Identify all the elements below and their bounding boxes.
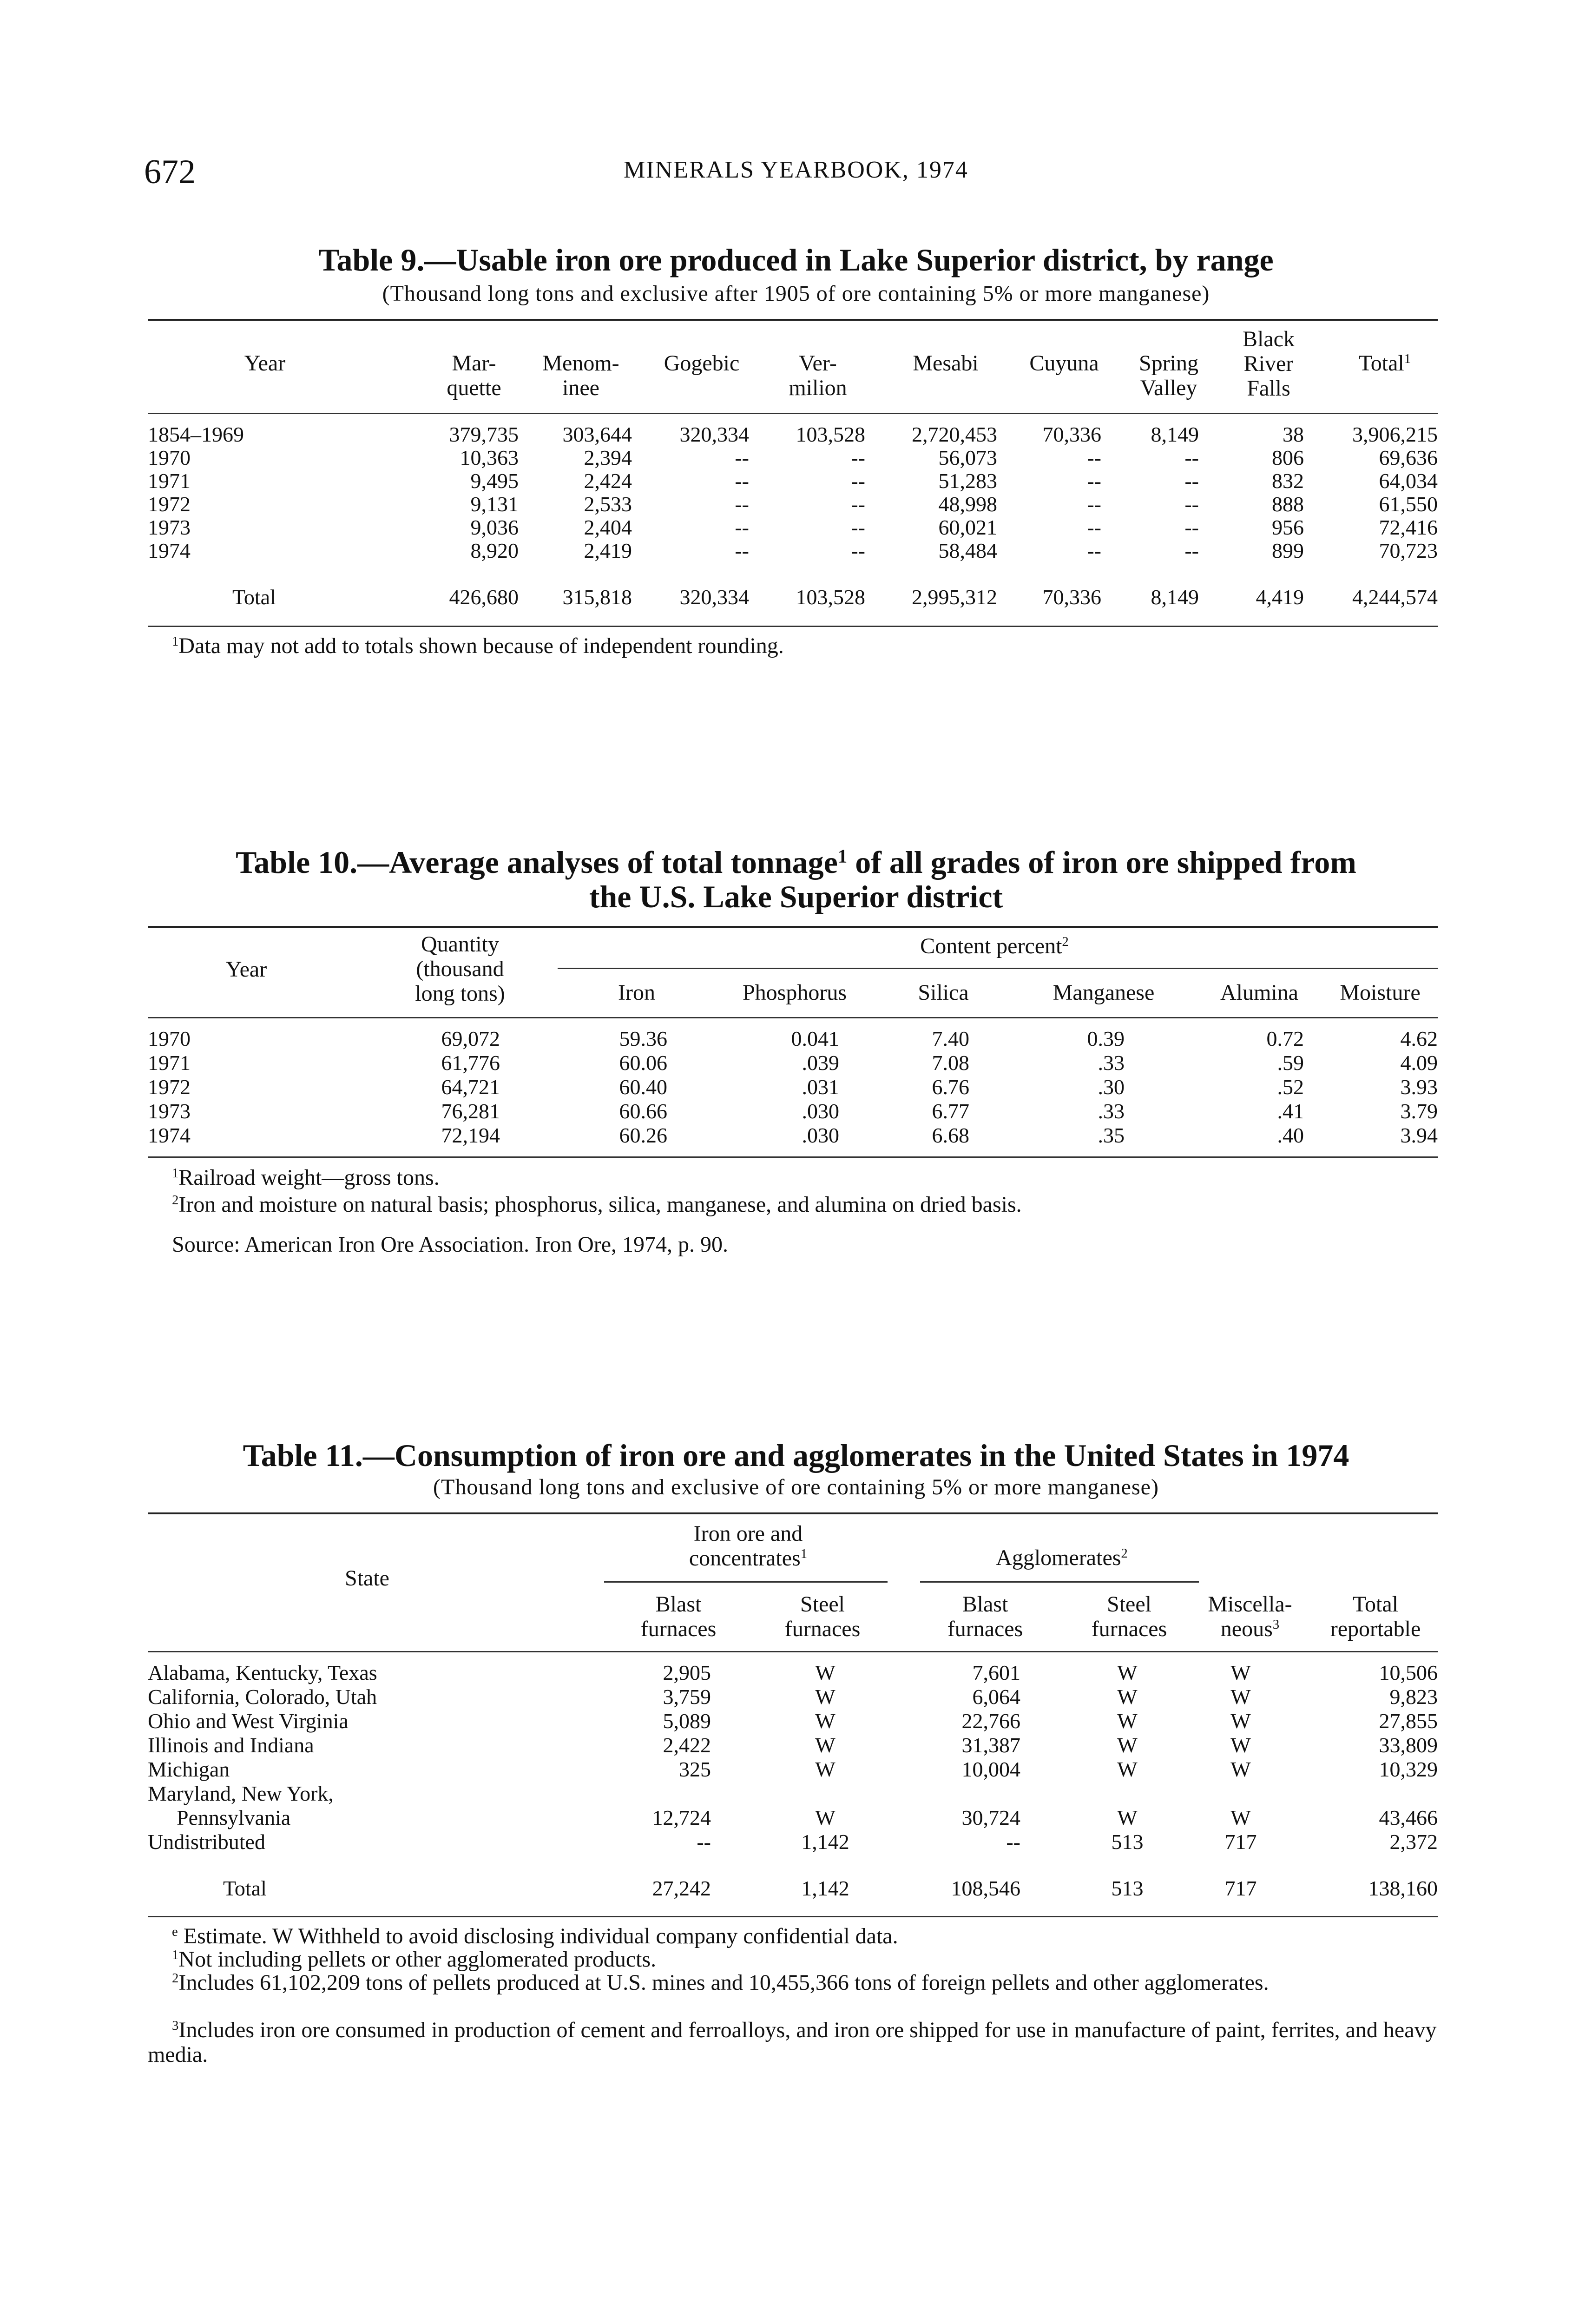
table11-header-iron-ore: Iron ore and concentrates$^1$ [689,1521,808,1571]
table9-cell: 60,021 [938,515,997,539]
table11-cell: 22,766 [961,1709,1020,1733]
table9-header-gogebic: Gogebic [664,351,740,376]
table9-cell: -- [735,515,749,539]
table10-cell: 3.94 [1400,1123,1438,1147]
table9-cell: 8,149 [1151,423,1199,446]
table9-total-label: Total [232,585,276,609]
table10-row-year: 1972 [148,1075,191,1099]
table10-cell: 60.26 [619,1123,667,1147]
table9-title: Table 9.—Usable iron ore produced in Lake Superior district, by range [318,242,1274,277]
table10-cell: .59 [1277,1051,1304,1075]
table9-cell: -- [1184,515,1199,539]
table10-cell: .33 [1098,1051,1125,1075]
table11-agglomerates-rule [920,1581,1199,1583]
table10-cell: 60.40 [619,1075,667,1099]
table10-header-moisture: Moisture [1340,980,1421,1005]
table11-cell: 10,329 [1379,1757,1438,1781]
table10-cell: 0.041 [791,1027,839,1050]
table10-cell: 0.72 [1266,1027,1304,1050]
table11-cell: 31,387 [961,1733,1020,1757]
table11-cell: W [815,1709,835,1733]
table11-cell: W [1230,1685,1251,1709]
table11-total-cell: 27,242 [652,1876,711,1900]
table11-title: Table 11.—Consumption of iron ore and agglomerates in the United States in 1974 [243,1438,1349,1473]
table10-title-line2: the U.S. Lake Superior district [589,879,1003,914]
table11-cell: W [1230,1806,1251,1829]
table9-header-menominee: Menom- inee [542,351,619,400]
table9-total-cell: 2,995,312 [912,585,997,609]
table10-cell: .30 [1098,1075,1125,1099]
table9-cell: 832 [1272,469,1304,493]
table9-total-cell: 315,818 [562,585,632,609]
table9-row-year: 1854–1969 [148,423,244,446]
table9-cell: 2,424 [584,469,632,493]
table11-footnote-3: $^3$Includes iron ore consumed in production of cement and ferroalloys, and iron ore shipped for use in manufacture of paint, ferrites, and heavy media. [148,2018,1437,2067]
table10-title-line1: Table 10.—Average analyses of total tonnage$^1$ of all grades of iron ore shipped from [236,845,1356,880]
table9-cell: 379,735 [449,423,519,446]
table11-total-cell: 513 [1111,1876,1144,1900]
table10-cell: .031 [802,1075,839,1099]
table11-cell: 30,724 [961,1806,1020,1829]
table10-cell: 59.36 [619,1027,667,1050]
table10-content-rule [558,968,1438,969]
table9-subtitle: (Thousand long tons and exclusive after 1905 of ore containing 5% or more manganese) [382,281,1210,306]
table10-cell: .039 [802,1051,839,1075]
table9-cell: -- [735,492,749,516]
running-head: MINERALS YEARBOOK, 1974 [624,157,968,183]
table9-header-vermilion: Ver- milion [789,351,847,400]
table11-cell: W [1230,1661,1251,1684]
table11-cell: 10,506 [1379,1661,1438,1684]
table11-total-cell: 138,160 [1368,1876,1438,1900]
table9-cell: -- [735,469,749,493]
table9-cell: 8,920 [470,539,519,562]
table10-cell: 3.93 [1400,1075,1438,1099]
table9-cell: 70,336 [1042,423,1101,446]
table9-cell: -- [1184,469,1199,493]
table9-cell: 806 [1272,446,1304,469]
table10-cell: .030 [802,1099,839,1123]
table10-cell: 60.66 [619,1099,667,1123]
table11-cell: W [1230,1733,1251,1757]
table9-cell: 320,334 [679,423,749,446]
table10-cell: .40 [1277,1123,1304,1147]
table9-cell: 61,550 [1379,492,1438,516]
table9-cell: -- [851,492,865,516]
table9-cell: 69,636 [1379,446,1438,469]
table11-total-cell: 717 [1224,1876,1257,1900]
table9-cell: -- [1087,539,1101,562]
table9-total-cell: 70,336 [1042,585,1101,609]
table9-cell: -- [1184,492,1199,516]
table11-cell: W [1117,1733,1138,1757]
table11-header-rule [148,1651,1438,1652]
table10-cell: 6.68 [932,1123,969,1147]
table10-cell: .33 [1098,1099,1125,1123]
table9-row-year: 1971 [148,469,191,493]
table11-iron-ore-rule [604,1581,888,1583]
table9-cell: 72,416 [1379,515,1438,539]
table9-total-cell: 8,149 [1151,585,1199,609]
table11-row-state: Ohio and West Virginia [148,1709,349,1733]
table9-cell: 58,484 [938,539,997,562]
table11-cell: W [1117,1757,1138,1781]
table10-header-alumina: Alumina [1220,980,1298,1005]
table11-cell: 2,372 [1389,1830,1438,1854]
table9-cell: 3,906,215 [1352,423,1438,446]
table9-header-spring-valley: Spring Valley [1138,351,1198,400]
table9-cell: 10,363 [460,446,519,469]
table9-bottom-rule [148,626,1438,627]
table11-header-agglomerates: Agglomerates$^2$ [996,1545,1128,1570]
table11-header-blast2: Blast furnaces [947,1592,1023,1641]
table9-total-cell: 4,244,574 [1352,585,1438,609]
table11-cell: W [815,1806,835,1829]
table10-cell: 69,072 [441,1027,500,1050]
table9-row-year: 1974 [148,539,191,562]
table9-cell: -- [851,515,865,539]
table9-cell: 2,404 [584,515,632,539]
table11-cell: 10,004 [961,1757,1020,1781]
table9-cell: 956 [1272,515,1304,539]
table11-row-state: Alabama, Kentucky, Texas [148,1661,377,1684]
table10-cell: 4.62 [1400,1027,1438,1050]
table10-cell: 61,776 [441,1051,500,1075]
table11-cell: 513 [1111,1830,1144,1854]
table9-total-cell: 320,334 [679,585,749,609]
table11-total-cell: 108,546 [951,1876,1020,1900]
table11-cell: 33,809 [1379,1733,1438,1757]
table11-cell: W [815,1685,835,1709]
table9-cell: -- [735,446,749,469]
table9-header-rule [148,413,1438,414]
table10-footnote-1: $^1$Railroad weight—gross tons. [172,1165,440,1190]
table9-cell: 2,394 [584,446,632,469]
table11-row-state: Illinois and Indiana [148,1733,314,1757]
table9-cell: 64,034 [1379,469,1438,493]
table9-cell: -- [1087,469,1101,493]
table9-cell: 103,528 [796,423,865,446]
table11-cell: W [815,1661,835,1684]
table10-header-quantity: Quantity (thousand long tons) [415,932,505,1006]
table9-cell: -- [851,446,865,469]
table9-row-year: 1973 [148,515,191,539]
table11-footnote-e: $^e$ Estimate. W Withheld to avoid disclosing individual company confidential data. [172,1924,898,1948]
table11-total-cell: 1,142 [801,1876,849,1900]
table10-cell: 76,281 [441,1099,500,1123]
page-number: 672 [144,153,196,191]
table10-row-year: 1974 [148,1123,191,1147]
table11-cell: 6,064 [972,1685,1020,1709]
table11-cell: W [1117,1685,1138,1709]
table10-row-year: 1970 [148,1027,191,1050]
table11-row-state: Michigan [148,1757,230,1781]
table9-cell: -- [1087,446,1101,469]
table11-total-label: Total [223,1876,267,1900]
table10-header-rule [148,1017,1438,1018]
table9-header-mesabi: Mesabi [913,351,979,376]
table9-cell: 70,723 [1379,539,1438,562]
table11-row-state: California, Colorado, Utah [148,1685,377,1709]
table10-row-year: 1973 [148,1099,191,1123]
table9-header-cuyuna: Cuyuna [1029,351,1099,376]
table11-header-blast1: Blast furnaces [640,1592,717,1641]
table10-bottom-rule [148,1156,1438,1158]
table9-cell: -- [735,539,749,562]
table9-top-rule [148,319,1438,321]
table9-cell: -- [1184,539,1199,562]
table11-bottom-rule [148,1916,1438,1917]
table10-header-phosphorus: Phosphorus [742,980,847,1005]
table11-cell: 1,142 [801,1830,849,1854]
table11-cell: 717 [1224,1830,1257,1854]
table11-footnote-2: $^2$Includes 61,102,209 tons of pellets produced at U.S. mines and 10,455,366 tons of foreign pellets and other agglomerates. [172,1970,1269,1995]
table9-row-year: 1972 [148,492,191,516]
table9-cell: 56,073 [938,446,997,469]
table9-cell: -- [851,469,865,493]
table11-cell: 12,724 [652,1806,711,1829]
table9-cell: -- [1087,515,1101,539]
table11-cell: -- [697,1830,711,1854]
table10-cell: 6.76 [932,1075,969,1099]
table11-cell: W [815,1733,835,1757]
table9-header-marquette: Mar- quette [447,351,501,400]
table9-total-cell: 426,680 [449,585,519,609]
table11-header-steel1: Steel furnaces [784,1592,861,1641]
table10-header-silica: Silica [918,980,969,1005]
table9-cell: 38 [1283,423,1304,446]
table9-cell: 2,533 [584,492,632,516]
table11-cell: W [1117,1661,1138,1684]
table9-cell: 2,419 [584,539,632,562]
table10-cell: 60.06 [619,1051,667,1075]
table9-cell: 888 [1272,492,1304,516]
table11-cell: 7,601 [972,1661,1020,1684]
table10-cell: .41 [1277,1099,1304,1123]
table10-footnote-2: $^2$Iron and moisture on natural basis; phosphorus, silica, manganese, and alumina on dried basis. [172,1192,1022,1217]
table9-total-cell: 103,528 [796,585,865,609]
table9-cell: 51,283 [938,469,997,493]
table11-cell: -- [1006,1830,1020,1854]
table11-cell: W [1117,1709,1138,1733]
table9-cell: 899 [1272,539,1304,562]
table10-cell: 72,194 [441,1123,500,1147]
table9-cell: -- [1087,492,1101,516]
table11-row-state: Pennsylvania [177,1806,291,1829]
table9-header-year: Year [244,351,286,376]
table10-cell: .52 [1277,1075,1304,1099]
table11-cell: 325 [679,1757,711,1781]
table10-cell: 0.39 [1087,1027,1125,1050]
table11-cell: W [815,1757,835,1781]
table11-header-total: Total reportable [1330,1592,1421,1641]
table11-cell: 43,466 [1379,1806,1438,1829]
table10-cell: 3.79 [1400,1099,1438,1123]
table11-cell: W [1117,1806,1138,1829]
table10-cell: 6.77 [932,1099,969,1123]
table10-row-year: 1971 [148,1051,191,1075]
table11-cell: 5,089 [663,1709,711,1733]
table9-total-cell: 4,419 [1256,585,1304,609]
table10-header-year: Year [225,957,267,982]
table10-source: Source: American Iron Ore Association. Iron Ore, 1974, p. 90. [172,1232,729,1257]
table9-cell: 303,644 [562,423,632,446]
table10-header-manganese: Manganese [1053,980,1155,1005]
table9-header-total: Total$^1$ [1358,351,1411,376]
table11-cell: 3,759 [663,1685,711,1709]
table9-cell: 2,720,453 [912,423,997,446]
table9-cell: 48,998 [938,492,997,516]
table9-header-black-river-falls: Black River Falls [1243,327,1295,401]
table11-header-state: State [345,1566,389,1591]
table9-row-year: 1970 [148,446,191,469]
table11-cell: W [1230,1709,1251,1733]
table10-cell: 64,721 [441,1075,500,1099]
table11-header-steel2: Steel furnaces [1091,1592,1167,1641]
table10-cell: .030 [802,1123,839,1147]
table11-cell: 2,905 [663,1661,711,1684]
table10-top-rule [148,926,1438,928]
table9-cell: -- [851,539,865,562]
table11-subtitle: (Thousand long tons and exclusive of ore containing 5% or more manganese) [433,1475,1159,1499]
table9-cell: -- [1184,446,1199,469]
table11-top-rule [148,1512,1438,1514]
table11-footnote-1: $^1$Not including pellets or other agglomerated products. [172,1947,657,1972]
table10-cell: 7.08 [932,1051,969,1075]
table10-header-iron: Iron [618,980,655,1005]
table10-cell: 7.40 [932,1027,969,1050]
table10-cell: 4.09 [1400,1051,1438,1075]
table9-footnote: $^1$Data may not add to totals shown because of independent rounding. [172,634,784,658]
table10-cell: .35 [1098,1123,1125,1147]
table11-header-misc: Miscella- neous$^3$ [1208,1592,1292,1641]
table9-cell: 9,131 [470,492,519,516]
table10-header-content: Content percent$^2$ [920,934,1069,958]
table11-cell: 2,422 [663,1733,711,1757]
table11-cell: 27,855 [1379,1709,1438,1733]
table11-cell: 9,823 [1389,1685,1438,1709]
table11-row-state: Undistributed [148,1830,265,1854]
table9-cell: 9,495 [470,469,519,493]
table9-cell: 9,036 [470,515,519,539]
table11-row-state: Maryland, New York, [148,1782,334,1805]
table11-cell: W [1230,1757,1251,1781]
